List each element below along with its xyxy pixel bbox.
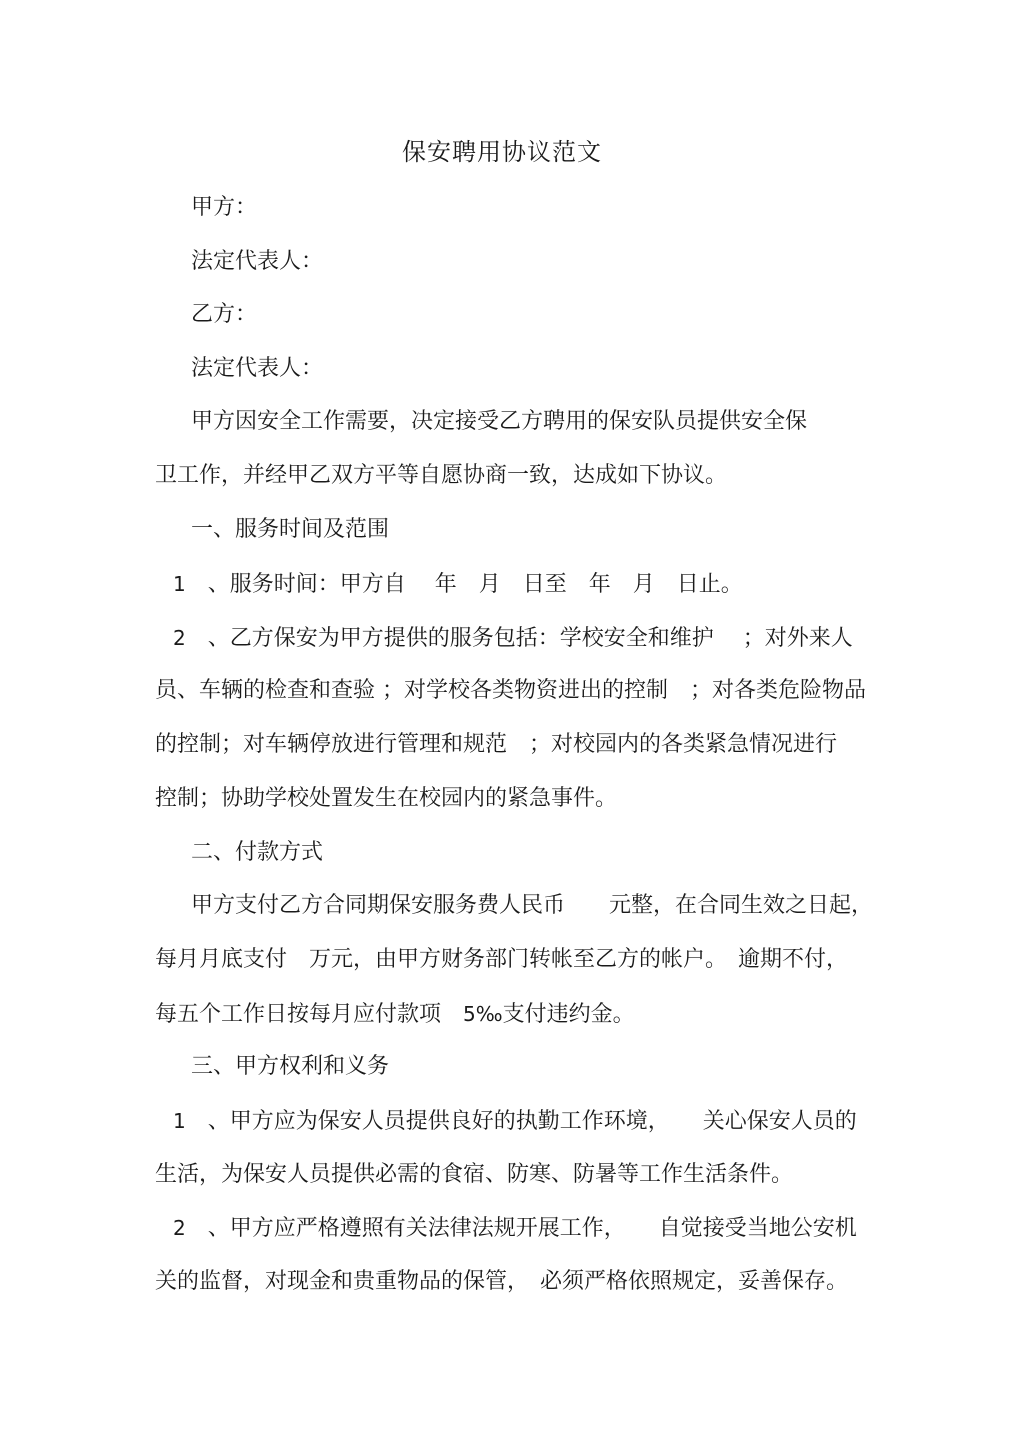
item-text: 、服务时间：甲方自 年 月 日至 年 月 日止。 [207,572,743,597]
line-text-end: 支付违约金。 [502,1002,635,1027]
section-1-item-2-line-4: 控制；协助学校处置发生在校园内的紧急事件。 [155,786,618,811]
section-1-item-2-line-2: 员、车辆的检查和查验 ；对学校各类物资进出的控制 ；对各类危险物品 [155,678,866,703]
section-2-line-3 [155,998,635,1031]
section-3-item-2-line-2: 关的监督，对现金和贵重物品的保管， 必须严格依照规定，妥善保存。 [155,1269,849,1294]
section-1-heading: 一、服务时间及范围 [191,517,390,542]
intro-line-1: 甲方因安全工作需要，决定接受乙方聘用的保安队员提供安全保 [191,409,808,434]
item-text: 、乙方保安为甲方提供的服务包括：学校安全和维护 ；对外来人 [207,626,853,651]
section-1-item-2-line-1 [173,622,853,655]
section-3-heading: 三、甲方权利和义务 [191,1054,390,1079]
section-1-item-2-line-3: 的控制；对车辆停放进行管理和规范 ；对校园内的各类紧急情况进行 [155,732,838,757]
party-b-label: 乙方： [191,302,258,327]
document-title: 保安聘用协议范文 [402,138,602,166]
section-2-line-1: 甲方支付乙方合同期保安服务费人民币 元整，在合同生效之日起， [191,893,874,918]
party-a-representative-label: 法定代表人： [191,249,324,274]
section-3-item-1-line-2: 生活，为保安人员提供必需的食宿、防寒、防暑等工作生活条件。 [155,1162,794,1187]
section-2-line-2: 每月月底支付 万元，由甲方财务部门转帐至乙方的帐户。 逾期不付， [155,947,849,972]
item-text: 、甲方应为保安人员提供良好的执勤工作环境， 关心保安人员的 [207,1109,857,1134]
party-b-representative-label: 法定代表人： [191,356,324,381]
intro-line-2: 卫工作，并经甲乙双方平等自愿协商一致，达成如下协议。 [155,463,728,488]
item-number: 2 [173,1216,186,1240]
section-1-item-1 [173,568,743,601]
penalty-rate: 5‰ [463,1002,503,1026]
section-3-item-1-line-1 [173,1105,857,1138]
item-number: 2 [173,626,186,650]
party-a-label: 甲方： [191,195,258,220]
item-number: 1 [173,1109,186,1133]
section-2-heading: 二、付款方式 [191,840,324,865]
item-text: 、甲方应严格遵照有关法律法规开展工作， 自觉接受当地公安机 [207,1216,857,1241]
section-3-item-2-line-1 [173,1212,857,1245]
line-text: 每五个工作日按每月应付款项 [155,1002,464,1027]
item-number: 1 [173,572,186,596]
